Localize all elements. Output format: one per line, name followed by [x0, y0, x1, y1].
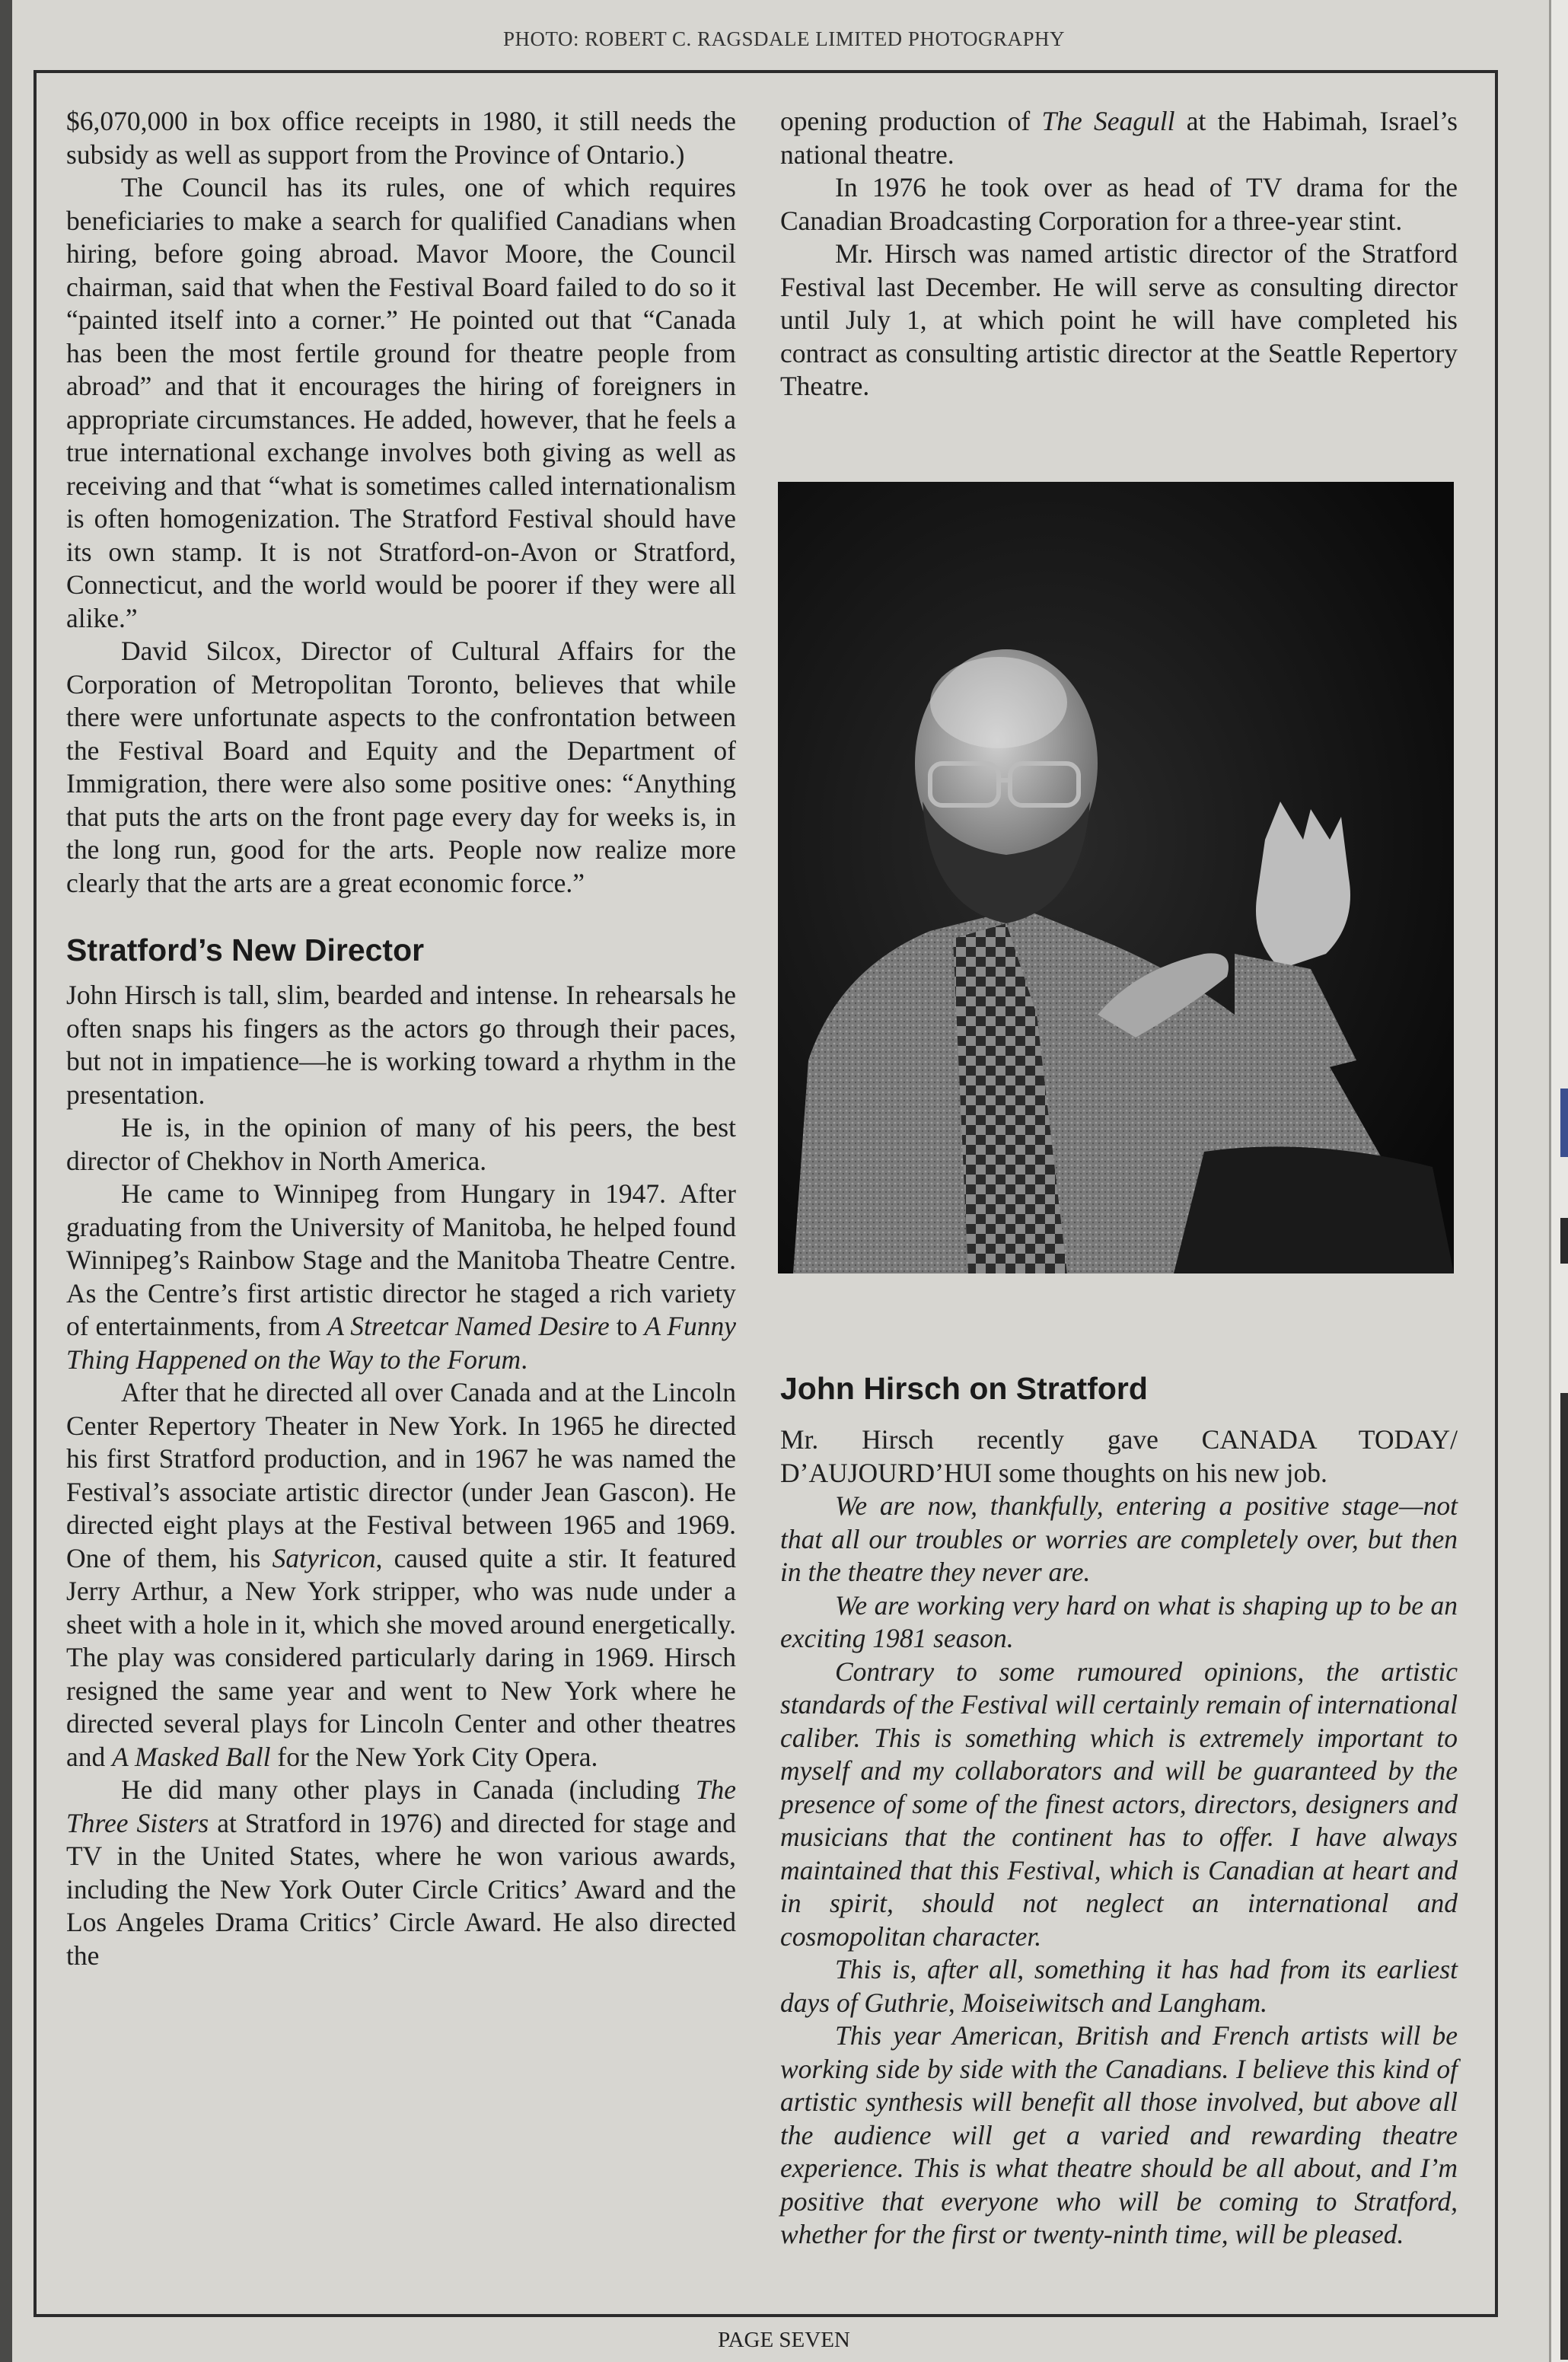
section-heading: John Hirsch on Stratford — [780, 1371, 1148, 1406]
paragraph: $6,070,000 in box office receipts in 1980, it still needs the subsidy as well as support from the Province of Ontario.) — [66, 106, 736, 170]
portrait-photo — [778, 482, 1454, 1273]
photo-credit: PHOTO: ROBERT C. RAGSDALE LIMITED PHOTOGRAPHY — [503, 27, 1065, 50]
work-title: The Seagull — [1041, 106, 1175, 136]
section-heading: Stratford’s New Director — [66, 932, 425, 967]
paragraph: John Hirsch is tall, slim, bearded and intense. In rehearsals he often snaps his fingers as the actors go through their paces, but not in impatience—he is working toward a rhythm in the presentation. — [66, 980, 736, 1110]
work-title: The Three Sisters — [66, 1774, 736, 1838]
right-column-bottom — [780, 1370, 1458, 2252]
right-column-top — [780, 105, 1458, 403]
work-title: Satyricon — [272, 1542, 376, 1573]
paragraph: He is, in the opinion of many of his peers, the best director of Chekhov in North America. — [66, 1112, 736, 1176]
portrait-illustration — [778, 482, 1454, 1273]
work-title: A Streetcar Named Desire — [327, 1311, 610, 1341]
work-title: A Funny Thing Happened on the Way to the Forum — [66, 1311, 736, 1375]
paragraph: The Council has its rules, one of which requires beneficiaries to make a search for qualified Canadians when hiring, before going abroad. Mavor Moore, the Council chairman, said that when the Festival Board failed to do so it “painted itself into a corner.” He pointed out that “Canada has been the most fertile ground for theatre people from abroad” and that it encourages the hiring of foreigners in appropriate circumstances. He added, however, that he feels a true international exchange involves both giving as well as receiving and that “what is sometimes called internationalism is often homogenization. The Stratford Festival should have its own stamp. It is not Stratford-on-Avon or Stratford, Connecticut, and the world would be poorer if they were all alike.” — [66, 172, 736, 633]
page-number: PAGE SEVEN — [718, 2328, 850, 2352]
paragraph: David Silcox, Director of Cultural Affairs for the Corporation of Metropolitan Toronto, believes that while there were unfortunate aspects to the confrontation between the Festival Board and Equity and the Department of Immigration, there were also some positive ones: “Anything that puts the arts on the front page every day for weeks is, in the long run, good for the arts. People now realize more clearly that the arts are a great economic force.” — [66, 636, 736, 898]
edge-strip-dark — [1560, 1393, 1568, 2360]
work-title: A Masked Ball — [112, 1741, 271, 1772]
paragraph: In 1976 he took over as head of TV drama for the Canadian Broadcasting Corporation for a three-year stint. — [780, 172, 1458, 236]
paragraph: He came to Winnipeg from Hungary in 1947. After graduating from the University of Manitoba, he helped found Winnipeg’s Rainbow Stage and the Manitoba Theatre Centre. As the Centre’s first artistic director he staged a rich variety of entertainments, from A Streetcar Named Desire to A Funny Thing Happened on the Way to the Forum. — [66, 1178, 736, 1375]
edge-tab-dark — [1560, 1218, 1568, 1264]
paragraph: Mr. Hirsch recently gave CANADA TODAY/ D’AUJOURD’HUI some thoughts on his new job. — [780, 1424, 1458, 1488]
paragraph: After that he directed all over Canada and at the Lincoln Center Repertory Theater in New York. In 1965 he directed his first Stratford production, and in 1967 he was named the Festival’s associate artistic director (under Jean Gascon). He directed eight plays at the Festival between 1965 and 1969. One of them, his Satyricon, caused quite a stir. It featured Jerry Arthur, a New York stripper, who was nude under a sheet with a hole in it, which she moved around energetically. The play was considered particularly daring in 1969. Hirsch resigned the same year and went to New York where he directed several plays for Lincoln Center and other theatres and A Masked Ball for the New York City Opera. — [66, 1377, 736, 1772]
paragraph: He did many other plays in Canada (including The Three Sisters at Stratford in 1976) and directed for stage and TV in the United States, where he won various awards, including the New York Outer Circle Critics’ Award and the Los Angeles Drama Critics’ Circle Award. He also directed the — [66, 1774, 736, 1971]
edge-tab-blue — [1560, 1089, 1568, 1157]
quote-paragraph: We are now, thankfully, entering a positive stage—not that all our troubles or worries are completely over, but then in the theatre they never are. — [780, 1490, 1458, 1587]
left-column — [66, 105, 736, 1972]
quote-paragraph: Contrary to some rumoured opinions, the artistic standards of the Festival will certainly remain of international caliber. This is something which is extremely important to myself and my collaborators and will be guaranteed by the presence of some of the finest actors, directors, designers and musicians that the continent has to offer. I have always maintained that this Festival, which is Canadian at heart and in spirit, should not neglect an international and cosmopolitan character. — [780, 1656, 1458, 1952]
paragraph: opening production of The Seagull at the Habimah, Israel’s national theatre. — [780, 106, 1458, 170]
quote-paragraph: This year American, British and French artists will be working side by side with the Canadians. I believe this kind of artistic synthesis will benefit all those involved, but above all the audience will get a varied and rewarding theatre experience. This is what theatre should be all about, and I’m positive that everyone who will be coming to Stratford, whether for the first or twenty-ninth time, will be pleased. — [780, 2020, 1458, 2249]
paragraph: Mr. Hirsch was named artistic director of the Stratford Festival last December. He will serve as consulting director until July 1, at which point he will have completed his contract as consulting artistic director at the Seattle Repertory Theatre. — [780, 238, 1458, 401]
quote-paragraph: We are working very hard on what is shaping up to be an exciting 1981 season. — [780, 1589, 1458, 1653]
page-binding-edge — [0, 0, 12, 2362]
quote-paragraph: This is, after all, something it has had from its earliest days of Guthrie, Moiseiwitsch and Langham. — [780, 1954, 1458, 2018]
